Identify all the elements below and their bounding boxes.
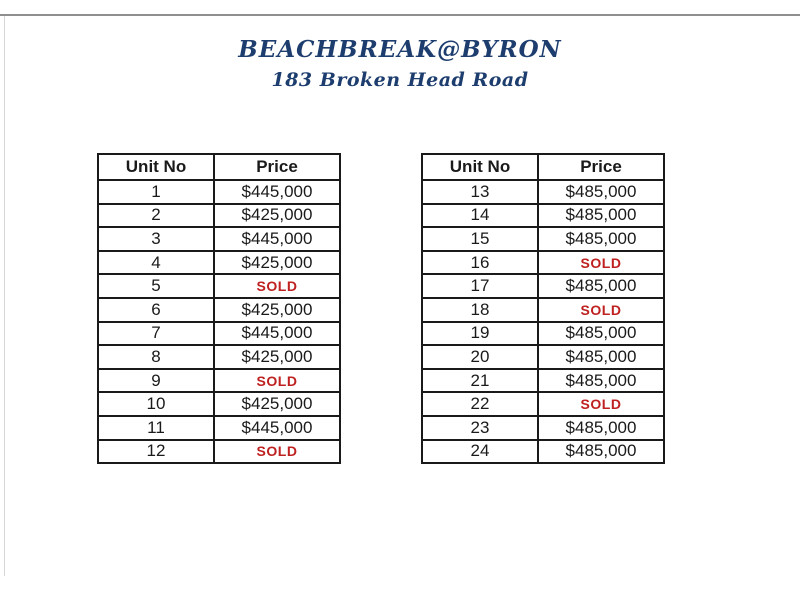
table-row [422,322,664,346]
unit-no-cell: 13 [422,180,538,204]
unit-no-cell: 9 [98,369,214,393]
header-row [98,154,340,180]
unit-no-column-header: Unit No [98,154,214,180]
sold-badge-cell: SOLD [214,440,340,464]
table-row [98,298,340,322]
unit-no-cell: 10 [98,392,214,416]
price-cell: $425,000 [214,251,340,275]
page-title: BEACHBREAK@BYRON [238,36,562,63]
price-cell: $485,000 [538,180,664,204]
unit-no-cell: 19 [422,322,538,346]
unit-no-cell: 14 [422,204,538,228]
table-row [422,274,664,298]
table-row [98,440,340,464]
page-left-edge [4,16,5,576]
price-cell: $425,000 [214,345,340,369]
table-row [422,180,664,204]
price-cell: $485,000 [538,227,664,251]
table-row [98,416,340,440]
table-row [98,345,340,369]
sold-badge-cell: SOLD [214,369,340,393]
price-cell: $485,000 [538,204,664,228]
table-row [422,440,664,464]
price-cell: $445,000 [214,227,340,251]
unit-no-cell: 7 [98,322,214,346]
price-cell: $445,000 [214,416,340,440]
unit-no-cell: 12 [98,440,214,464]
unit-no-cell: 22 [422,392,538,416]
unit-no-cell: 11 [98,416,214,440]
price-column-header: Price [214,154,340,180]
price-cell: $485,000 [538,416,664,440]
table-row [98,204,340,228]
unit-no-cell: 4 [98,251,214,275]
unit-no-cell: 23 [422,416,538,440]
unit-no-cell: 16 [422,251,538,275]
unit-no-cell: 24 [422,440,538,464]
unit-no-cell: 18 [422,298,538,322]
table-row [98,180,340,204]
price-cell: $425,000 [214,204,340,228]
unit-no-cell: 6 [98,298,214,322]
price-table-units-13-24 [421,153,665,464]
sold-badge-cell: SOLD [538,251,664,275]
table-row [422,204,664,228]
price-cell: $445,000 [214,180,340,204]
price-cell: $485,000 [538,274,664,298]
unit-no-cell: 8 [98,345,214,369]
price-cell: $445,000 [214,322,340,346]
table-row [98,369,340,393]
table-row [422,416,664,440]
table-row [98,227,340,251]
price-cell: $485,000 [538,322,664,346]
unit-no-cell: 17 [422,274,538,298]
unit-no-cell: 2 [98,204,214,228]
unit-no-cell: 20 [422,345,538,369]
sold-badge-cell: SOLD [214,274,340,298]
price-column-header: Price [538,154,664,180]
unit-no-cell: 5 [98,274,214,298]
table-row [98,322,340,346]
price-cell: $425,000 [214,392,340,416]
table-row [422,392,664,416]
unit-no-cell: 3 [98,227,214,251]
price-table-units-1-12 [97,153,341,464]
unit-no-column-header: Unit No [422,154,538,180]
page-top-edge [0,14,800,16]
table-row [98,251,340,275]
unit-no-cell: 21 [422,369,538,393]
sold-badge-cell: SOLD [538,298,664,322]
sold-badge-cell: SOLD [538,392,664,416]
page-subtitle: 183 Broken Head Road [271,69,529,91]
table-row [98,392,340,416]
table-row [422,298,664,322]
price-cell: $485,000 [538,345,664,369]
header-row [422,154,664,180]
table-row [422,251,664,275]
price-tables [97,153,665,464]
unit-no-cell: 1 [98,180,214,204]
table-row [422,345,664,369]
price-cell: $485,000 [538,369,664,393]
price-cell: $425,000 [214,298,340,322]
table-row [422,369,664,393]
table-row [422,227,664,251]
unit-no-cell: 15 [422,227,538,251]
price-cell: $485,000 [538,440,664,464]
table-row [98,274,340,298]
